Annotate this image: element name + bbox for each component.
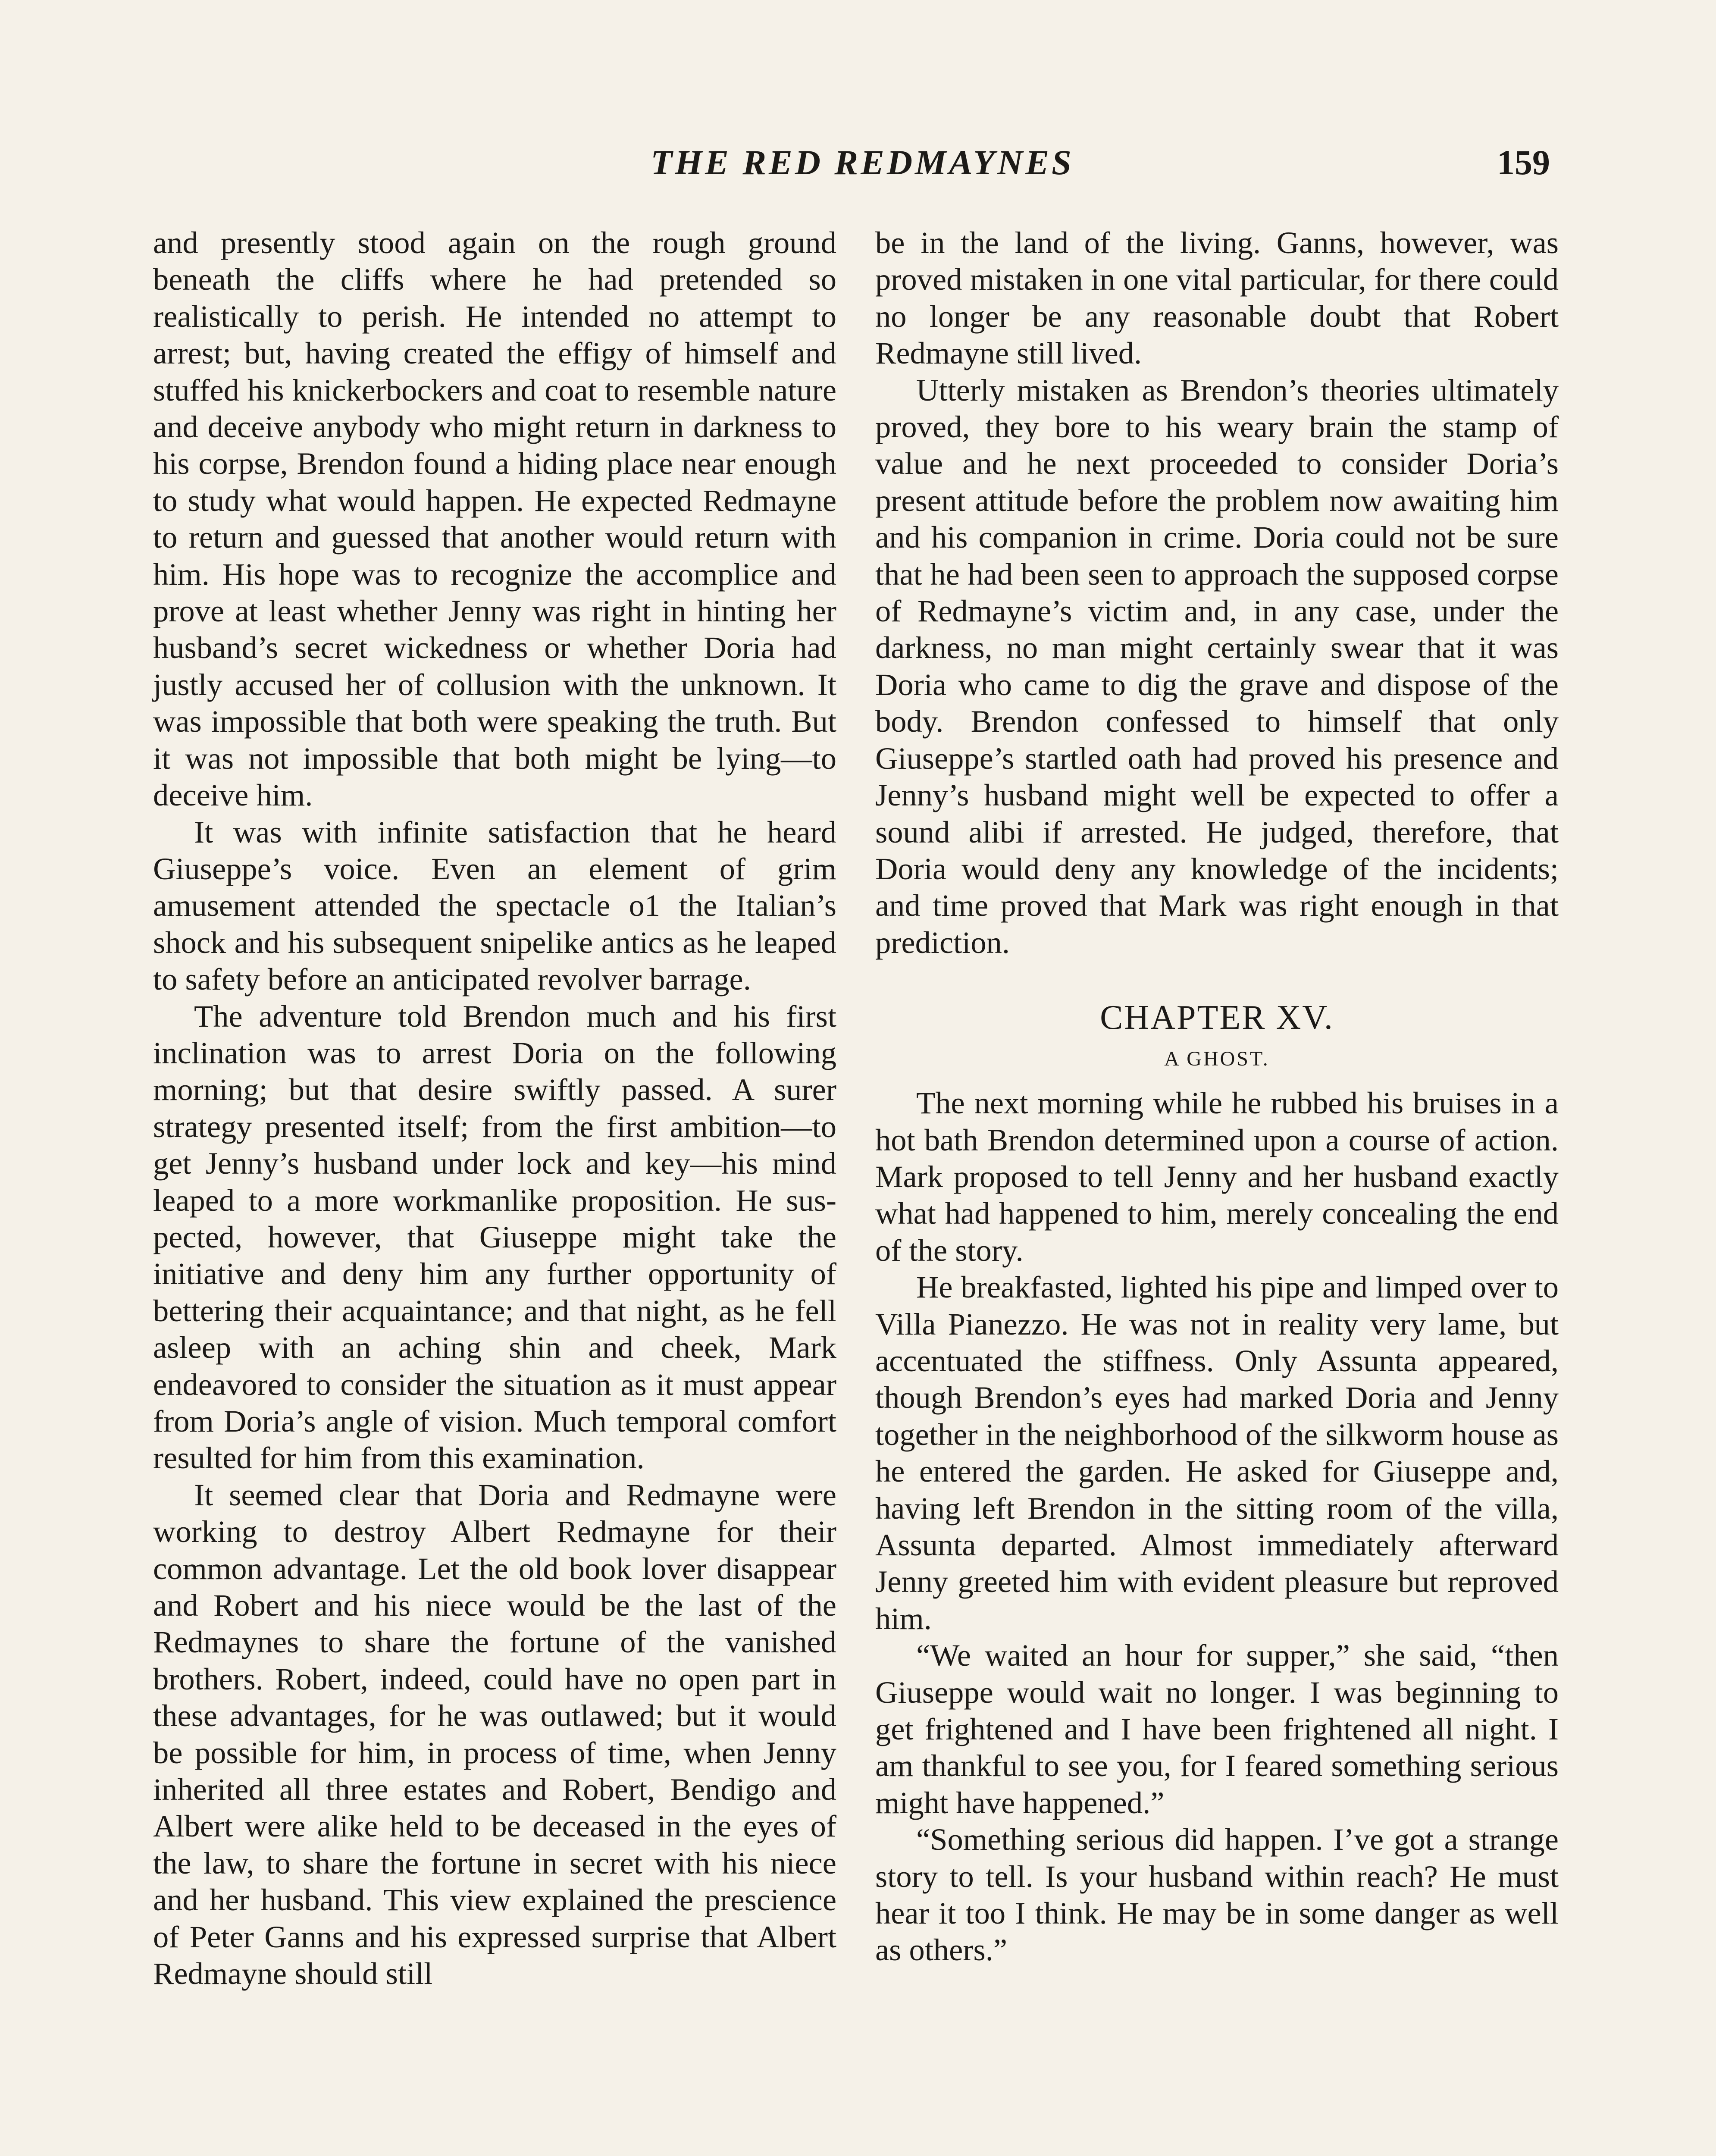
paragraph: The adventure told Brendon much and his first inclination was to arrest Doria on the following morning; but that desire swiftly passed. A surer strategy presented itself; from the first ambition—to get Jenny’s husband under lock and key—his mind leaped to a more workmanlike proposition. He suspected, however, that Giuseppe might take the initiative and deny him any further opportunity of bettering their acquaintance; and that night, as he fell asleep with an aching shin and cheek, Mark endeavored to consider the situation as it must appear from Doria’s angle of vision. Much temporal comfort resulted for him from this examination.: [153, 998, 836, 1476]
paragraph: Utterly mistaken as Brendon’s theories ultimately proved, they bore to his weary brain the stamp of value and he next proceeded to consider Doria’s present attitude before the problem now awaiting him and his companion in crime. Doria could not be sure that he had been seen to approach the supposed corpse of Redmayne’s victim and, in any case, under the darkness, no man might certainly swear that it was Doria who came to dig the grave and dispose of the body. Brendon confessed to himself that only Giuseppe’s startled oath had proved his presence and Jenny’s husband might well be expected to offer a sound alibi if arrested. He judged, therefore, that Doria would deny any knowledge of the incidents; and time proved that Mark was right enough in that prediction.: [875, 372, 1559, 960]
page-number: 159: [1497, 143, 1550, 182]
paragraph: and presently stood again on the rough ground beneath the cliffs where he had pretended so realistically to perish. He intended no attempt to arrest; but, having created the effigy of himself and stuffed his knickerbockers and coat to resemble nature and deceive anybody who might return in darkness to his corpse, Brendon found a hiding place near enough to study what would happen. He expected Redmayne to return and guessed that another would return with him. His hope was to recognize the accomplice and prove at least whether Jenny was right in hinting her husband’s secret wickedness or whether Doria had justly accused her of collusion with the unknown. It was impossible that both were speaking the truth. But it was not impossible that both might be lying—to deceive him.: [153, 225, 836, 813]
paragraph: “Something serious did happen. I’ve got a strange story to tell. Is your husband within reach? He must hear it too I think. He may be in some danger as well as others.”: [875, 1822, 1559, 1968]
paragraph: The next morning while he rubbed his bruises in a hot bath Brendon determined upon a course of action. Mark proposed to tell Jenny and her husband exactly what had happened to him, merely concealing the end of the story.: [875, 1085, 1559, 1268]
chapter-title: CHAPTER XV.: [1100, 999, 1334, 1037]
chapter-subtitle: A GHOST.: [1164, 1047, 1270, 1071]
left-column: [153, 224, 836, 1992]
paragraph: He breakfasted, lighted his pipe and limped over to Villa Pianezzo. He was not in reality very lame, but accentuated the stiffness. Only Assunta appeared, though Brendon’s eyes had marked Doria and Jenny together in the neighborhood of the silkworm house as he entered the garden. He asked for Giuseppe and, having left Brendon in the sitting room of the villa, Assunta departed. Almost immediately afterward Jenny greeted him with evident pleasure but reproved him.: [875, 1269, 1559, 1636]
right-column: [875, 224, 1559, 1968]
paragraph: It was with infinite satisfaction that he heard Giuseppe’s voice. Even an element of grim amusement attended the spectacle o1 the Italian’s shock and his subsequent snipelike antics as he leaped to safety before an anticipated revolver barrage.: [153, 814, 836, 997]
paragraph: “We waited an hour for supper,” she said, “then Giuseppe would wait no longer. I was beginning to get frightened and I have been frightened all night. I am thankful to see you, for I feared something serious might have happened.”: [875, 1638, 1559, 1820]
running-title: THE RED REDMAYNES: [651, 143, 1074, 182]
paragraph: be in the land of the living. Ganns, however, was proved mistaken in one vital particular, for there could no longer be any reasonable doubt that Robert Redmayne still lived.: [875, 225, 1559, 371]
paragraph: It seemed clear that Doria and Redmayne were working to destroy Albert Redmayne for their common advantage. Let the old book lover disappear and Robert and his niece would be the last of the Redmaynes to share the fortune of the vanished brothers. Robert, indeed, could have no open part in these advantages, for he was outlawed; but it would be possible for him, in process of time, when Jenny inherited all three estates and Robert, Bendigo and Albert were alike held to be deceased in the eyes of the law, to share the fortune in secret with his niece and her husband. This view explained the prescience of Peter Ganns and his expressed surprise that Albert Redmayne should still: [153, 1477, 836, 1991]
